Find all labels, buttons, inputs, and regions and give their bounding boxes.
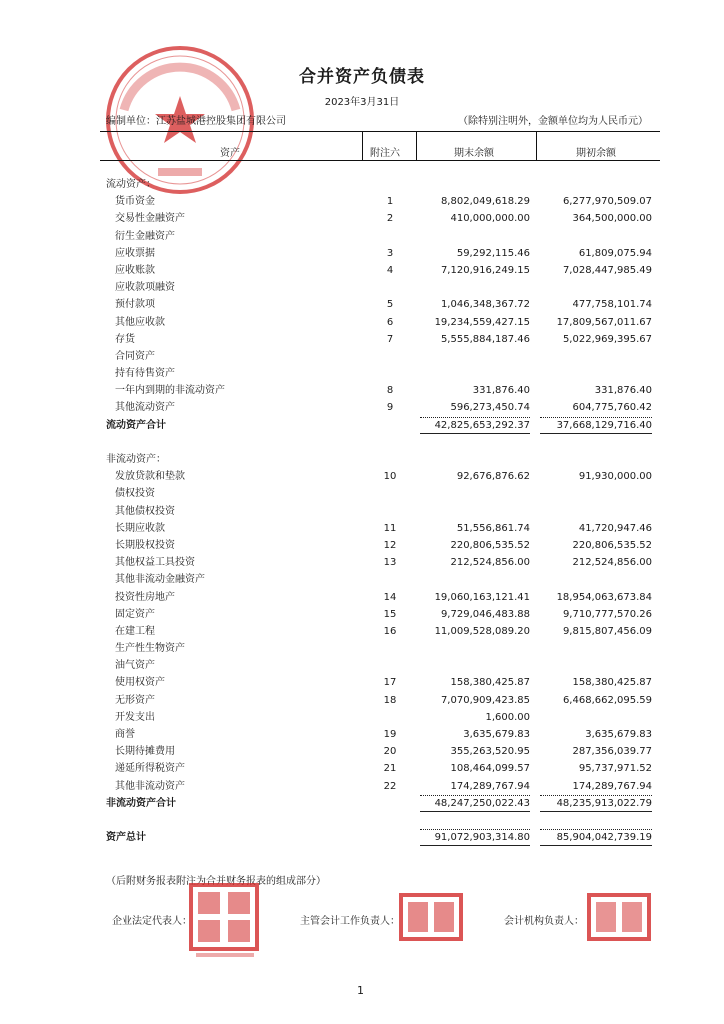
row-note: 11 [383, 522, 397, 534]
row-end-balance: 108,464,099.57 [450, 763, 530, 775]
row-end-balance: 92,676,876.62 [456, 471, 530, 483]
table-row [0, 348, 724, 365]
row-end-balance: 59,292,115.46 [456, 247, 530, 259]
row-label: 货币资金 [115, 196, 155, 208]
row-end-balance: 7,120,916,249.15 [440, 264, 530, 276]
table-row [0, 760, 724, 777]
header-note: 附注六 [370, 148, 400, 159]
accounting-head-seal-stamp [398, 892, 464, 942]
row-begin-balance: 604,775,760.42 [572, 402, 652, 414]
row-begin-balance: 5,022,969,395.67 [562, 333, 652, 345]
footer-note: （后附财务报表附注为合并财务报表的组成部分） [106, 876, 326, 887]
row-begin-balance: 95,737,971.52 [578, 763, 652, 775]
table-row [0, 503, 724, 520]
header-item: 资产 [220, 148, 240, 159]
row-label: 固定资产 [115, 608, 155, 620]
row-end-balance: 8,802,049,618.29 [440, 196, 530, 208]
row-end-balance: 1,600.00 [485, 711, 530, 723]
section-header-row [0, 176, 724, 193]
row-begin-balance: 6,277,970,509.07 [562, 196, 652, 208]
spacer-row [0, 812, 724, 829]
row-label: 其他非流动金融资产 [115, 574, 205, 586]
row-begin-balance: 91,930,000.00 [578, 471, 652, 483]
row-end-balance: 42,825,653,292.37 [420, 417, 530, 434]
document-title: 合并资产负债表 [299, 67, 425, 87]
row-note: 4 [386, 264, 394, 276]
row-note: 13 [383, 557, 397, 569]
table-row [0, 382, 724, 399]
table-row [0, 485, 724, 502]
header-divider [362, 131, 363, 161]
row-label: 流动资产合计 [106, 419, 166, 431]
section-header-row [0, 451, 724, 468]
table-row [0, 571, 724, 588]
row-begin-balance: 61,809,075.94 [578, 247, 652, 259]
table-row [0, 692, 724, 709]
header-begin-balance: 期初余额 [576, 148, 616, 159]
table-row [0, 778, 724, 795]
table-row [0, 623, 724, 640]
row-note: 8 [386, 385, 394, 397]
accounting-head-label: 主管会计工作负责人： [300, 916, 400, 927]
row-end-balance: 7,070,909,423.85 [440, 694, 530, 706]
total-row [0, 795, 724, 812]
row-end-balance: 19,234,559,427.15 [434, 316, 530, 328]
row-begin-balance: 3,635,679.83 [585, 729, 652, 740]
table-row [0, 726, 724, 743]
row-end-balance: 3,635,679.83 [463, 729, 530, 740]
row-begin-balance: 6,468,662,095.59 [562, 694, 652, 706]
row-label: 债权投资 [115, 488, 155, 500]
row-end-balance: 5,555,884,187.46 [440, 333, 530, 345]
row-end-balance: 48,247,250,022.43 [420, 795, 530, 812]
table-row [0, 709, 724, 726]
table-row [0, 554, 724, 571]
row-label: 流动资产： [106, 179, 156, 190]
table-row [0, 228, 724, 245]
row-note: 10 [383, 471, 397, 483]
total-row [0, 417, 724, 434]
row-end-balance: 91,072,903,314.80 [420, 829, 530, 846]
row-end-balance: 158,380,425.87 [450, 677, 530, 689]
row-note: 2 [386, 213, 394, 225]
row-label: 在建工程 [115, 625, 155, 637]
row-note: 20 [383, 746, 397, 758]
table-row [0, 210, 724, 227]
unit-note: （除特别注明外，金额单位均为人民币元） [458, 116, 648, 127]
row-begin-balance: 41,720,947.46 [578, 522, 652, 534]
table-row [0, 193, 724, 210]
table-row [0, 657, 724, 674]
row-note: 18 [383, 694, 397, 706]
row-label: 递延所得税资产 [115, 763, 185, 775]
total-row [0, 829, 724, 846]
row-label: 资产总计 [106, 832, 146, 844]
row-label: 长期股权投资 [115, 539, 175, 551]
header-end-balance: 期末余额 [454, 148, 494, 159]
row-label: 应收款项融资 [115, 282, 175, 294]
row-end-balance: 410,000,000.00 [450, 213, 530, 225]
table-row [0, 262, 724, 279]
table-row [0, 537, 724, 554]
row-begin-balance: 18,954,063,673.84 [556, 591, 652, 603]
row-end-balance: 331,876.40 [472, 385, 530, 397]
table-row [0, 331, 724, 348]
row-label: 其他权益工具投资 [115, 557, 195, 569]
row-label: 长期应收款 [115, 522, 165, 534]
row-end-balance: 212,524,856.00 [450, 557, 530, 569]
row-label: 交易性金融资产 [115, 213, 185, 225]
row-end-balance: 220,806,535.52 [450, 539, 530, 551]
row-label: 衍生金融资产 [115, 230, 175, 242]
header-top-rule [100, 131, 660, 132]
header-divider [536, 131, 537, 161]
row-note: 22 [383, 780, 397, 792]
header-bottom-rule [100, 160, 660, 161]
accounting-org-seal-stamp [586, 892, 652, 942]
row-begin-balance: 9,815,807,456.09 [562, 625, 652, 637]
table-row [0, 296, 724, 313]
row-note: 3 [386, 247, 394, 259]
legal-rep-label: 企业法定代表人： [112, 916, 192, 927]
row-begin-balance: 477,758,101.74 [572, 299, 652, 311]
prepared-by: 编制单位：江苏盐城港控股集团有限公司 [106, 116, 286, 127]
row-note: 7 [386, 333, 394, 345]
row-label: 应收账款 [115, 264, 155, 276]
row-label: 其他债权投资 [115, 505, 175, 517]
row-label: 开发支出 [115, 711, 155, 723]
row-begin-balance: 220,806,535.52 [572, 539, 652, 551]
row-note: 12 [383, 539, 397, 551]
row-begin-balance: 17,809,567,011.67 [556, 316, 652, 328]
row-label: 非流动资产合计 [106, 797, 176, 809]
table-row [0, 468, 724, 485]
row-end-balance: 51,556,861.74 [456, 522, 530, 534]
spacer-row [0, 434, 724, 451]
row-begin-balance: 9,710,777,570.26 [562, 608, 652, 620]
row-begin-balance: 48,235,913,022.79 [540, 795, 652, 812]
row-note: 1 [386, 196, 394, 208]
table-row [0, 365, 724, 382]
table-row [0, 674, 724, 691]
row-label: 一年内到期的非流动资产 [115, 385, 225, 397]
balance-sheet-table [0, 176, 724, 846]
table-row [0, 245, 724, 262]
row-label: 持有待售资产 [115, 368, 175, 380]
row-begin-balance: 85,904,042,739.19 [540, 829, 652, 846]
row-label: 无形资产 [115, 694, 155, 706]
row-note: 5 [386, 299, 394, 311]
row-note: 21 [383, 763, 397, 775]
table-row [0, 640, 724, 657]
row-label: 应收票据 [115, 247, 155, 259]
legal-rep-seal-stamp [188, 882, 262, 962]
row-begin-balance: 287,356,039.77 [572, 746, 652, 758]
accounting-org-head-label: 会计机构负责人： [504, 916, 584, 927]
table-row [0, 606, 724, 623]
table-row [0, 589, 724, 606]
table-row [0, 314, 724, 331]
row-note: 19 [383, 729, 397, 740]
row-note: 9 [386, 402, 394, 414]
row-label: 合同资产 [115, 350, 155, 362]
row-label: 存货 [115, 333, 135, 345]
row-end-balance: 596,273,450.74 [450, 402, 530, 414]
row-label: 使用权资产 [115, 677, 165, 689]
row-end-balance: 355,263,520.95 [450, 746, 530, 758]
row-label: 发放贷款和垫款 [115, 471, 185, 483]
row-end-balance: 11,009,528,089.20 [434, 625, 530, 637]
row-begin-balance: 158,380,425.87 [572, 677, 652, 689]
row-note: 6 [386, 316, 394, 328]
row-begin-balance: 37,668,129,716.40 [540, 417, 652, 434]
row-end-balance: 174,289,767.94 [450, 780, 530, 792]
row-label: 投资性房地产 [115, 591, 175, 603]
row-label: 长期待摊费用 [115, 746, 175, 758]
row-label: 生产性生物资产 [115, 643, 185, 655]
table-row [0, 399, 724, 416]
row-end-balance: 1,046,348,367.72 [440, 299, 530, 311]
table-row [0, 743, 724, 760]
row-note: 17 [383, 677, 397, 689]
row-end-balance: 19,060,163,121.41 [434, 591, 530, 603]
row-begin-balance: 364,500,000.00 [572, 213, 652, 225]
table-row [0, 279, 724, 296]
row-label: 非流动资产： [106, 454, 166, 465]
row-note: 16 [383, 625, 397, 637]
report-date: 2023年3月31日 [324, 97, 400, 108]
table-row [0, 520, 724, 537]
header-divider [416, 131, 417, 161]
row-label: 商誉 [115, 729, 135, 740]
row-begin-balance: 174,289,767.94 [572, 780, 652, 792]
row-label: 其他流动资产 [115, 402, 175, 414]
row-label: 其他应收款 [115, 316, 165, 328]
row-begin-balance: 212,524,856.00 [572, 557, 652, 569]
row-label: 其他非流动资产 [115, 780, 185, 792]
row-begin-balance: 331,876.40 [594, 385, 652, 397]
row-label: 油气资产 [115, 660, 155, 672]
row-begin-balance: 7,028,447,985.49 [562, 264, 652, 276]
row-note: 15 [383, 608, 397, 620]
row-label: 预付款项 [115, 299, 155, 311]
row-end-balance: 9,729,046,483.88 [440, 608, 530, 620]
row-note: 14 [383, 591, 397, 603]
page-number: 1 [357, 984, 364, 997]
